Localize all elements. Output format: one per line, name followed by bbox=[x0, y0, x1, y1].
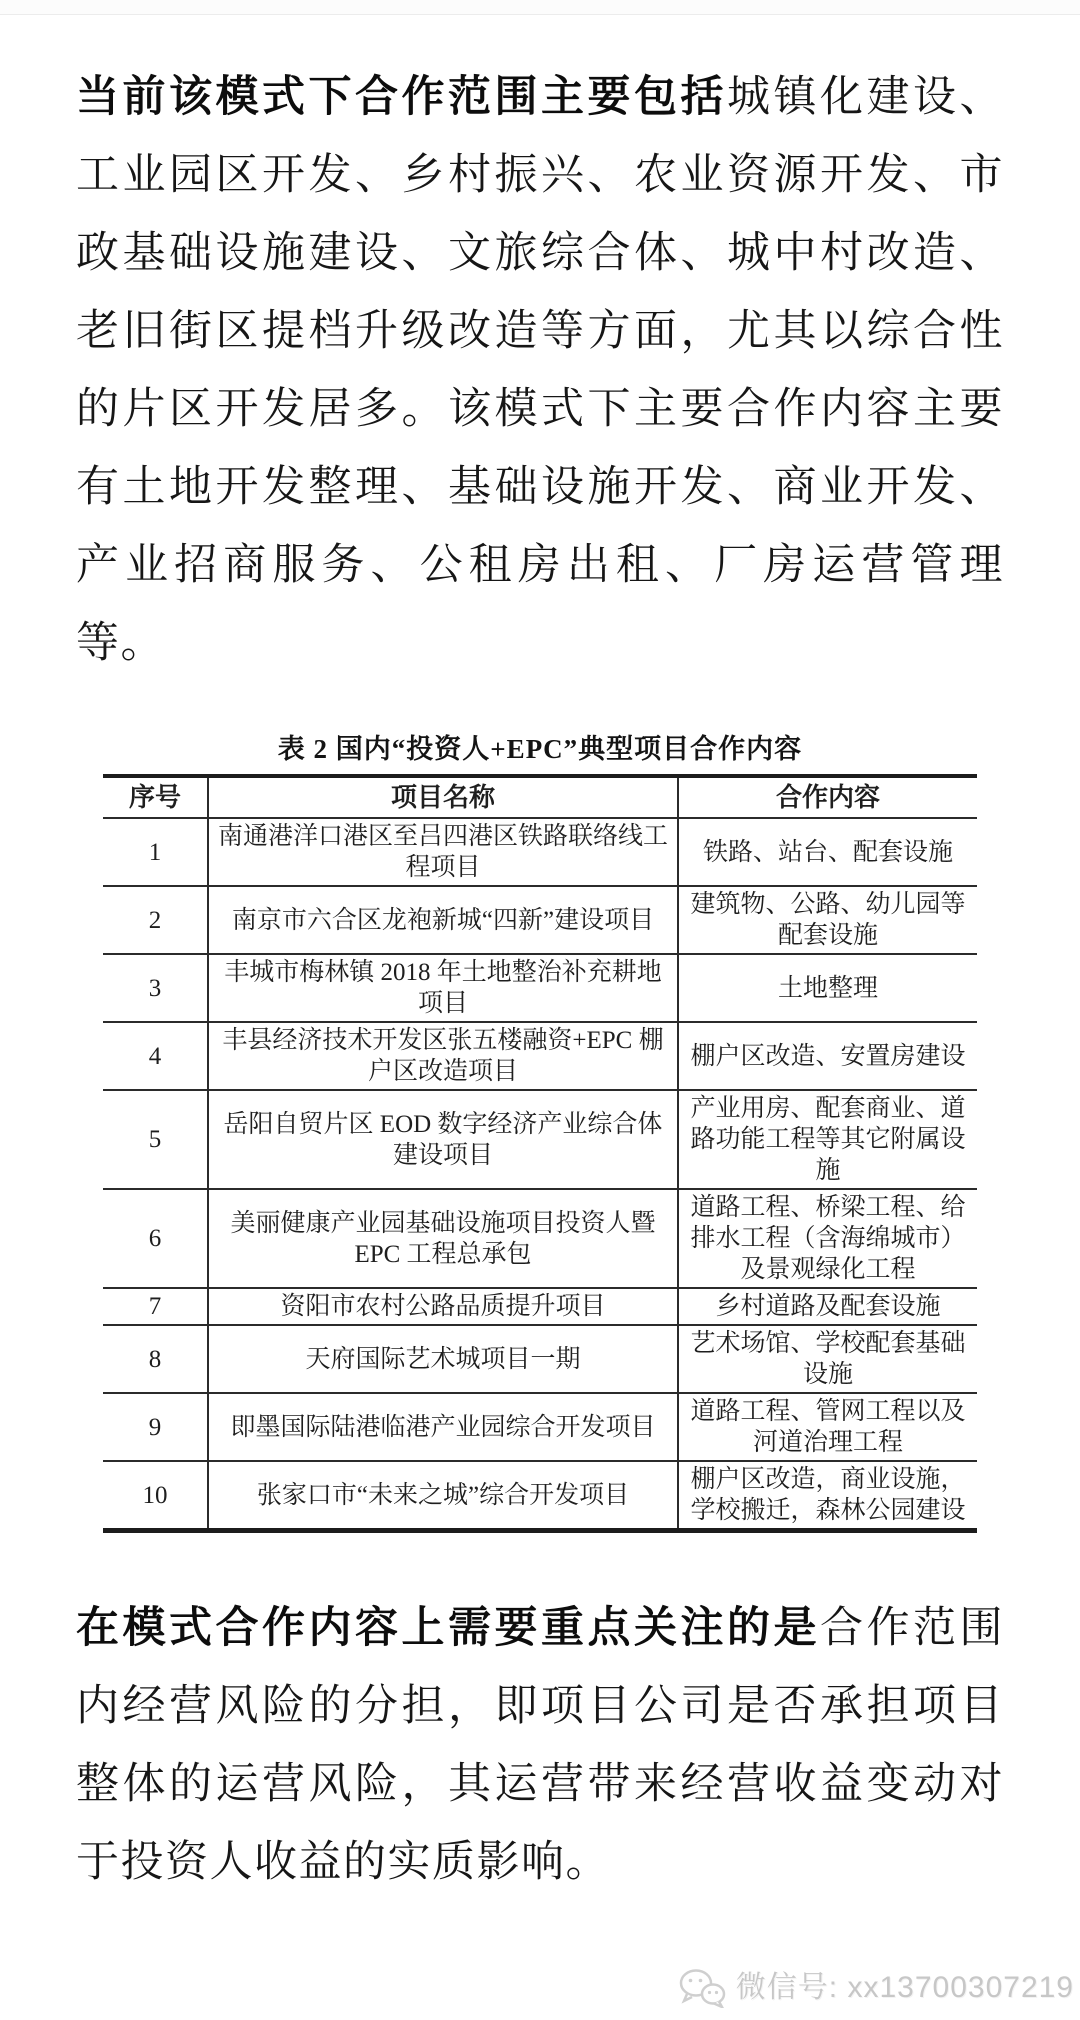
table-row bbox=[103, 1288, 977, 1325]
cell-cooperation-content: 道路工程、管网工程以及河道治理工程 bbox=[678, 1393, 977, 1461]
table-row bbox=[103, 1393, 977, 1461]
project-table-section bbox=[103, 732, 977, 1533]
cell-cooperation-content: 乡村道路及配套设施 bbox=[678, 1288, 977, 1325]
cell-project-name: 岳阳自贸片区 EOD 数字经济产业综合体建设项目 bbox=[208, 1090, 678, 1189]
wechat-watermark bbox=[678, 1968, 1074, 2008]
paragraph-intro bbox=[76, 0, 1004, 682]
paragraph-focus-bold: 在模式合作内容上需要重点关注的是 bbox=[76, 1604, 820, 1652]
table-row bbox=[103, 1022, 977, 1090]
cell-cooperation-content: 艺术场馆、学校配套基础设施 bbox=[678, 1325, 977, 1393]
table-row bbox=[103, 886, 977, 954]
cell-row-number: 1 bbox=[103, 818, 208, 886]
cell-cooperation-content: 棚户区改造，商业设施，学校搬迁，森林公园建设 bbox=[678, 1461, 977, 1531]
header-cell-name: 项目名称 bbox=[208, 776, 678, 818]
project-table bbox=[103, 774, 977, 1533]
header-cell-no: 序号 bbox=[103, 776, 208, 818]
paragraph-focus-rest: 合作范围内经营风险的分担，即项目公司是否承担项目整体的运营风险，其运营带来经营收益变动对于投资人收益的实质影响。 bbox=[76, 1604, 1004, 1886]
wechat-id-text: 微信号: xx13700307219 bbox=[735, 1971, 1074, 2004]
page-top-edge bbox=[0, 0, 1080, 15]
header-cell-content: 合作内容 bbox=[678, 776, 977, 818]
cell-project-name: 美丽健康产业园基础设施项目投资人暨 EPC 工程总承包 bbox=[208, 1189, 678, 1288]
cell-row-number: 2 bbox=[103, 886, 208, 954]
cell-project-name: 张家口市“未来之城”综合开发项目 bbox=[208, 1461, 678, 1531]
cell-cooperation-content: 铁路、站台、配套设施 bbox=[678, 818, 977, 886]
cell-project-name: 丰城市梅林镇 2018 年土地整治补充耕地项目 bbox=[208, 954, 678, 1022]
cell-row-number: 10 bbox=[103, 1461, 208, 1531]
cell-row-number: 6 bbox=[103, 1189, 208, 1288]
cell-cooperation-content: 土地整理 bbox=[678, 954, 977, 1022]
table-header bbox=[103, 776, 977, 818]
table-row bbox=[103, 1189, 977, 1288]
table-title: 表 2 国内“投资人+EPC”典型项目合作内容 bbox=[277, 734, 803, 764]
table-body bbox=[103, 818, 977, 1531]
cell-project-name: 南通港洋口港区至吕四港区铁路联络线工程项目 bbox=[208, 818, 678, 886]
cell-cooperation-content: 道路工程、桥梁工程、给排水工程（含海绵城市）及景观绿化工程 bbox=[678, 1189, 977, 1288]
cell-cooperation-content: 建筑物、公路、幼儿园等配套设施 bbox=[678, 886, 977, 954]
cell-row-number: 4 bbox=[103, 1022, 208, 1090]
cell-row-number: 7 bbox=[103, 1288, 208, 1325]
table-row bbox=[103, 954, 977, 1022]
cell-project-name: 资阳市农村公路品质提升项目 bbox=[208, 1288, 678, 1325]
cell-row-number: 8 bbox=[103, 1325, 208, 1393]
cell-project-name: 即墨国际陆港临港产业园综合开发项目 bbox=[208, 1393, 678, 1461]
table-row bbox=[103, 1090, 977, 1189]
paragraph-intro-bold: 当前该模式下合作范围主要包括 bbox=[76, 73, 727, 121]
wechat-icon bbox=[678, 1968, 726, 2008]
cell-project-name: 天府国际艺术城项目一期 bbox=[208, 1325, 678, 1393]
cell-row-number: 5 bbox=[103, 1090, 208, 1189]
table-row bbox=[103, 1325, 977, 1393]
paragraph-focus bbox=[76, 1589, 1004, 1901]
cell-project-name: 丰县经济技术开发区张五楼融资+EPC 棚户区改造项目 bbox=[208, 1022, 678, 1090]
cell-cooperation-content: 棚户区改造、安置房建设 bbox=[678, 1022, 977, 1090]
paragraph-intro-rest: 城镇化建设、工业园区开发、乡村振兴、农业资源开发、市政基础设施建设、文旅综合体、城中村改造、老旧街区提档升级改造等方面，尤其以综合性的片区开发居多。该模式下主要合作内容主要有土地开发整理、基础设施开发、商业开发、产业招商服务、公租房出租、厂房运营管理等。 bbox=[76, 73, 1004, 667]
table-row bbox=[103, 1461, 977, 1531]
cell-project-name: 南京市六合区龙袍新城“四新”建设项目 bbox=[208, 886, 678, 954]
cell-row-number: 9 bbox=[103, 1393, 208, 1461]
table-row bbox=[103, 818, 977, 886]
cell-cooperation-content: 产业用房、配套商业、道路功能工程等其它附属设施 bbox=[678, 1090, 977, 1189]
cell-row-number: 3 bbox=[103, 954, 208, 1022]
